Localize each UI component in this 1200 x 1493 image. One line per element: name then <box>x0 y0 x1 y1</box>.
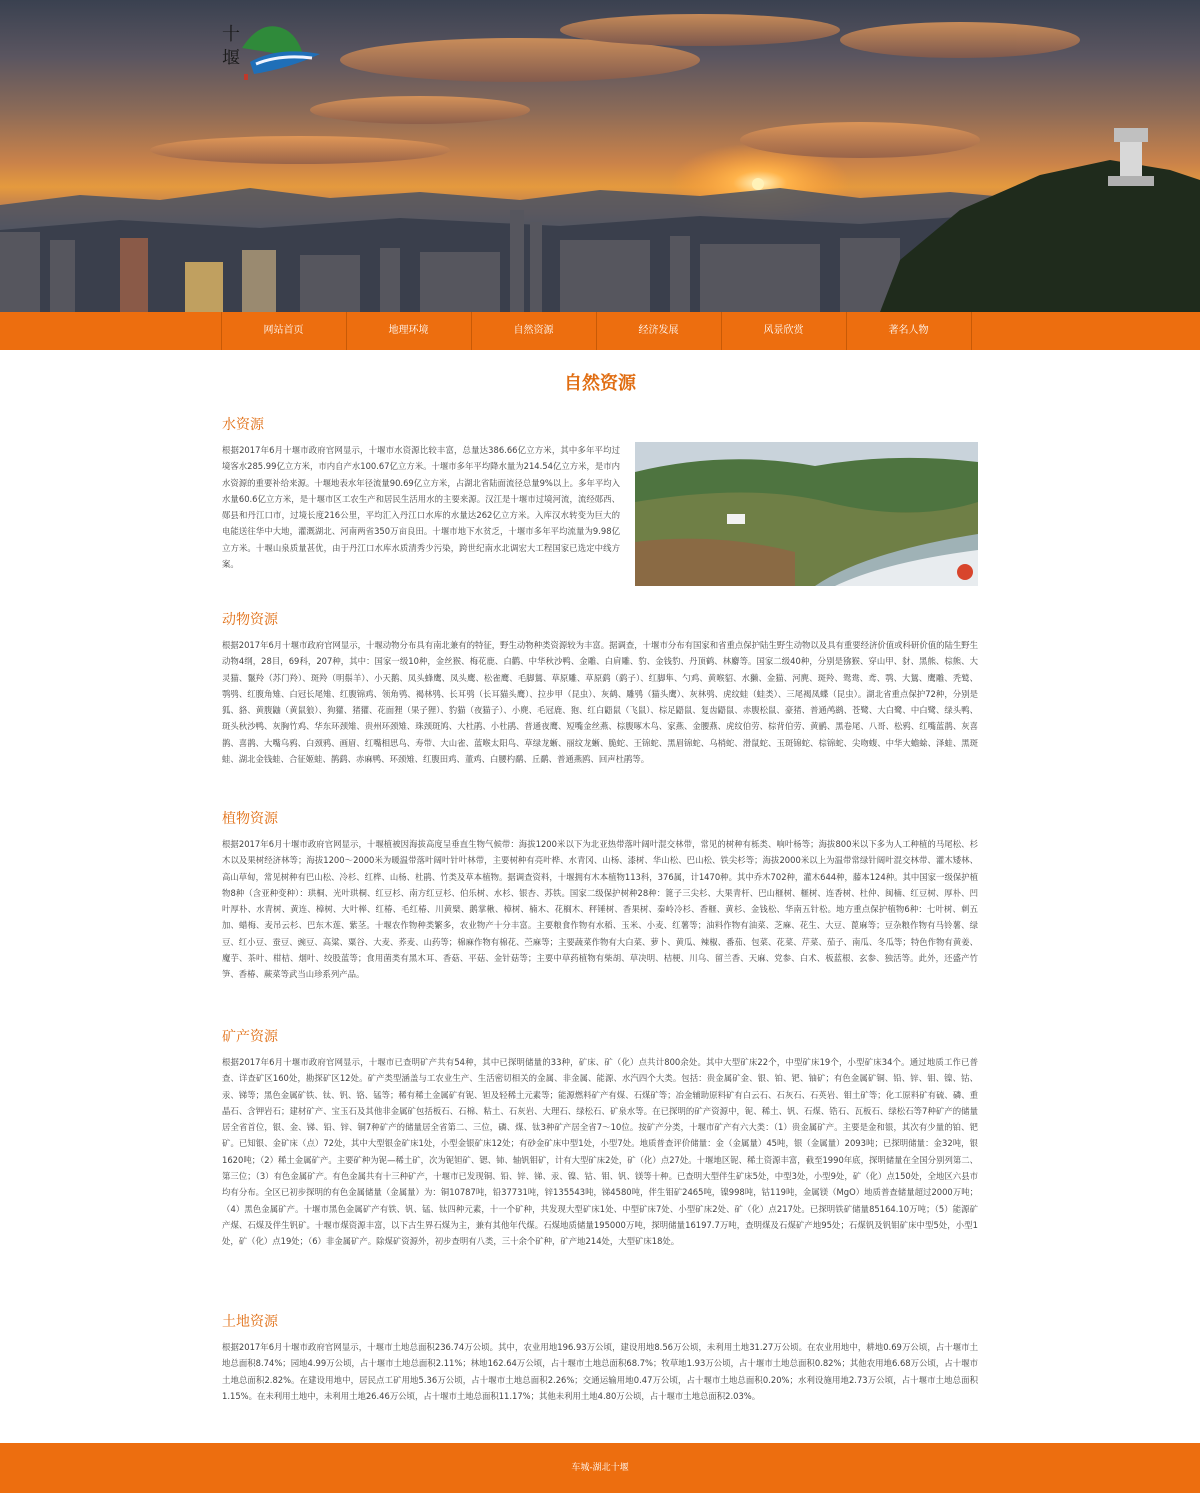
section-body-water: 根据2017年6月十堰市政府官网显示，十堰市水资源比较丰富，总量达386.66亿立方米，其中多年平均过境客水285.99亿立方米，市内自产水100.67亿立方米。十堰市多年平均降水量为214.54亿立方米，是市内水资源的重要补给来源。十堰地表水年径流量90.69亿立方米，占湖北省陆面流径总量9%以上。多年平均入水量60.6亿立方米，是十堰市区工农生产和居民生活用水的主要来源。汉江是十堰市过境河流，流经郧西、郧县和丹江口市，过境长度216公里，平均汇入丹江口水库的水量达262亿立方米。入库汉水转变为巨大的电能送往华中大地，灌溉湖北、河南两省350万亩良田。十堰市地下水贫乏，十堰市多年平均流量为9.98亿立方米。十堰山泉质量甚优，由于丹江口水库水质清秀少污染，跨世纪南水北调宏大工程国家已选定中线方案。 <box>222 445 620 570</box>
logo-text-shi: 十 <box>222 24 240 45</box>
section-body-minerals: 根据2017年6月十堰市政府官网显示，十堰市已查明矿产共有54种，其中已探明储量的33种，矿床、矿（化）点共计800余处。其中大型矿床22个，中型矿床19个，小型矿床34个。通过地质工作已普查、详查矿区160处，勘探矿区12处。矿产类型涵盖与工农业生产、生活密切相关的金属、非金属、能源、水汽四个大类。包括：贵金属矿金、银、铂、钯、铀矿；有色金属矿铜、铅、锌、钼、镍、钴、汞、锑等；黑色金属矿铁、钛、钒、铬、锰等；稀有稀土金属矿有铌、钽及轻稀土元素等；能源燃料矿产有煤、石煤矿等；冶金辅助原料矿有白云石、石灰石、石英岩、钼土矿等；化工原料矿有硫、磷、重晶石、含钾岩石；建材矿产、宝玉石及其他非金属矿包括板石、石棉、粘土、石灰岩、大理石、绿松石、矿泉水等。在已探明的矿产资源中，铌、稀土、钒、石煤、锆石、瓦板石、绿松石等7种矿产的储量居全省首位，银、金、锑、铅、锌、铜7种矿产的储量居全省第二、三位，磷、煤、钛3种矿产居全省7～10位。按矿产分类，十堰市矿产有六大类：（1）贵金属矿产。主要是金和银，其次有少量的铂、钯矿。已知银、金矿床（点）72处，其中大型银金矿床1处，小型金银矿床12处；有砂金矿床中型1处，小型7处。地质普查评价储量：金（金属量）45吨，银（金属量）2093吨；已探明储量：金32吨，银1620吨；（2）稀土金属矿产。主要矿种为铌—稀土矿，次为铌钽矿、锶、铈、轴钒钼矿，计有大型矿床2处，矿（化）点27处。十堰地区铌、稀土资源丰富，截至1990年底，探明储量在全国分别列第二、第三位；（3）有色金属矿产。有色金属共有十三种矿产，十堰市已发现铜、铅、锌、锑、汞、镍、钴、钼、钒、镁等十种。已查明大型伴生矿床5处，中型3处，小型9处，矿（化）点150处，全地区六县市均有分布。全区已初步探明的有色金属储量（金属量）为：铜10787吨，铅37731吨，锌135543吨，锑4580吨，伴生钼矿2465吨，镍998吨，钴119吨，金属镁（MgO）地质普查储量超过2000万吨；（4）黑色金属矿产。十堰市黑色金属矿产有铁、钒、锰、钛四种元素，十一个矿种，共发现大型矿床1处、中型矿床7处、小型矿床2处、矿（化）点217处。已探明铁矿储量85164.10万吨；（5）能源矿产煤、石煤及伴生钒矿。十堰市煤资源丰富，以下古生界石煤为主，兼有其他年代煤。石煤地质储量195000万吨，探明储量16197.7万吨，查明煤及石煤矿产地95处；石煤钒及钒钼矿床中型5处，小型1处，矿（化）点19处；（6）非金属矿产。除煤矿资源外，初步查明有八类，三十余个矿种，矿产地214处，大型矿床18处。 <box>222 1057 978 1247</box>
logo-text-yan: 堰 <box>222 48 240 69</box>
section-minerals <box>222 1028 978 1294</box>
section-body-land: 根据2017年6月十堰市政府官网显示，十堰市土地总面积236.74万公顷。其中，农业用地196.93万公顷，建设用地8.56万公顷，未利用土地31.27万公顷。在农业用地中，耕地0.69万公顷，占十堰市土地总面积8.74%；园地4.99万公顷，占十堰市土地总面积2.11%；林地162.64万公顷，占十堰市土地总面积68.7%；牧草地1.93万公顷，占十堰市土地总面积0.82%；其他农用地6.68万公顷，占十堰市土地总面积2.82%。在建设用地中，居民点工矿用地5.36万公顷，占十堰市土地总面积2.26%；交通运输用地0.47万公顷，占十堰市土地总面积0.20%；水利设施用地2.73万公顷，占十堰市土地总面积1.15%。在未利用土地中，未利用土地26.46万公顷，占十堰市土地总面积11.17%；其他未利用土地4.80万公顷，占十堰市土地总面积2.03%。 <box>222 1342 978 1401</box>
section-plants <box>222 810 978 1008</box>
shiyan-mountain-river-logo-icon <box>220 18 322 82</box>
section-title-water: 水资源 <box>222 417 264 433</box>
nav-item-natural-resources[interactable]: 自然资源 <box>472 312 597 350</box>
section-land <box>222 1313 978 1404</box>
footer <box>0 1443 1200 1493</box>
hero-banner <box>0 0 1200 312</box>
sunset-city-illustration <box>0 0 1200 312</box>
section-title-plants: 植物资源 <box>222 811 278 827</box>
section-title-minerals: 矿产资源 <box>222 1029 278 1045</box>
nav-item-scenery[interactable]: 风景欣赏 <box>722 312 847 350</box>
section-title-land: 土地资源 <box>222 1314 278 1330</box>
nav-item-famous-people[interactable]: 著名人物 <box>847 312 972 350</box>
sun <box>752 178 764 190</box>
section-water <box>222 416 978 590</box>
observation-tower <box>1108 128 1154 186</box>
section-title-animals: 动物资源 <box>222 612 278 628</box>
river-valley-image <box>635 442 978 586</box>
main-content <box>222 350 978 1404</box>
site-logo[interactable] <box>220 18 322 82</box>
nav-item-home[interactable]: 网站首页 <box>222 312 347 350</box>
main-nav <box>0 312 1200 350</box>
section-body-plants: 根据2017年6月十堰市政府官网显示，十堰植被因海拔高度呈垂直生物气候带：海拔1200米以下为北亚热带落叶阔叶混交林带，常见的树种有栎类、响叶杨等；海拔800米以下多为人工种植的马尾松、杉木以及果树经济林等；海拔1200～2000米为暖温带落叶阔叶针叶林带，主要树种有亮叶桦、水青冈、山杨、漆树、华山松、巴山松、铁尖杉等；海拔2000米以上为温带常绿针阔叶混交林带、灌木矮林、高山草甸，常见树种有巴山松、冷杉、红桦、山杨、杜鹃、竹类及草本植物。据调查资料，十堰拥有木本植物113科，376属，计1470种。其中乔木702种，灌木644种，藤本124种。其中国家一级保护植物8种（含亚种变种）：珙桐、光叶珙桐、红豆杉、南方红豆杉、伯乐树、水杉、银杏、苏铁。国家二级保护树种28种：篦子三尖杉、大果青杆、巴山榧树、榧树、连香树、杜仲、闽楠、红豆树、厚朴、凹叶厚朴、水青树、黄连、樟树、大叶榉、红椿、毛红椿、川黄檗、鹅掌楸、樟树、楠木、花榈木、秤锤树、香果树、秦岭冷杉、香榧、黄杉、金钱松、华南五针松。地方重点保护植物6种：七叶树、刺五加、蜡梅、麦吊云杉、巴东木莲、紫茎。十堰农作物种类繁多，农业物产十分丰富。主要粮食作物有水稻、玉米、小麦、红薯等；油料作物有油菜、芝麻、花生、大豆、蓖麻等；豆杂粮作物有马铃薯、绿豆、红小豆、蚕豆、豌豆、高粱、粟谷、大麦、荞麦、山药等；棉麻作物有棉花、苎麻等；主要蔬菜作物有大白菜、萝卜、黄瓜、辣椒、番茄、包菜、花菜、芹菜、茄子、南瓜、冬瓜等；特色作物有黄姜、魔芋、茶叶、柑桔、烟叶、绞股蓝等；食用菌类有黑木耳、香菇、平菇、金针菇等；主要中草药植物有柴胡、草决明、桔梗、川乌、留兰香、天麻、党参、白术、板蓝根、玄参、独活等。此外，还盛产竹笋、香椿、蕨菜等武当山珍系列产品。 <box>222 839 978 980</box>
section-animals <box>222 611 978 789</box>
water-landscape-photo <box>635 442 978 586</box>
nav-item-geography[interactable]: 地理环境 <box>347 312 472 350</box>
page-title: 自然资源 <box>564 373 636 394</box>
nav-item-economy[interactable]: 经济发展 <box>597 312 722 350</box>
section-body-animals: 根据2017年6月十堰市政府官网显示，十堰动物分布具有南北兼有的特征，野生动物种类资源较为丰富。据调查，十堰市分布有国家和省重点保护陆生野生动物以及具有重要经济价值或科研价值的陆生野生动物4纲，28目，69科，207种，其中：国家一级10种，金丝猴、梅花鹿、白鹳、中华秋沙鸭、金雕、白肩雕、豹、金钱豹、丹顶鹤、林麝等。国家二级40种，分别是猕猴、穿山甲、豺、黑熊、棕熊、大灵猫、鬣羚（苏门羚）、斑羚（明鬃羊）、小天鹅、凤头蜂鹰、凤头鹰、松雀鹰、毛脚鵟、草原雕、草原鹞（鹞子）、红脚隼、勺鸡、黄喉貂、水獭、金猫、河麂、斑羚、鸳鸯、鸢、鹗、大鵟、鹰雕、秃鹫、鹗鸮、红腹角雉、白冠长尾雉、红腹锦鸡、领角鸮、褐林鸮、长耳鸮（长耳猫头鹰）、拉步甲（昆虫）、灰鹤、雕鸮（猫头鹰）、灰林鸮、虎纹蛙（蛙类）、三尾褐凤蝶（昆虫）。湖北省重点保护72种，分别是狐、貉、黄腹鼬（黄鼠狼）、狗獾、猪獾、花面狸（果子狸）、豹猫（夜猫子）、小麂、毛冠鹿、狍、红白鼯鼠（飞鼠）、棕足鼯鼠、复齿鼯鼠、赤腹松鼠、豪猪、普通鸬鹚、苍鹭、大白鹭、中白鹭、绿头鸭、斑头秋沙鸭、灰胸竹鸡、华东环颈雉、贵州环颈雉、珠颈斑鸠、大杜鹃、小杜鹃、普通夜鹰、短嘴金丝燕、棕腹啄木鸟、家燕、金腰燕、虎纹伯劳、棕背伯劳、黄鹂、黑卷尾、八哥、松鸦、红嘴蓝鹊、灰喜鹊、喜鹊、大嘴乌鸦、白颈鸦、画眉、红嘴相思鸟、寿带、大山雀、蓝喉太阳鸟、草绿龙蜥、丽纹龙蜥、脆蛇、王锦蛇、黑眉锦蛇、乌梢蛇、滑鼠蛇、玉斑锦蛇、棕锦蛇、尖吻蝮、中华大蟾蜍、泽蛙、黑斑蛙、湖北金钱蛙、合征姬蛙、鹊鹞、赤麻鸭、环颈雉、红腹田鸡、董鸡、白腰杓鹬、丘鹬、普通燕鸥、回声杜鹃等。 <box>222 640 978 765</box>
footer-text: 车城-湖北十堰 <box>571 1463 629 1473</box>
